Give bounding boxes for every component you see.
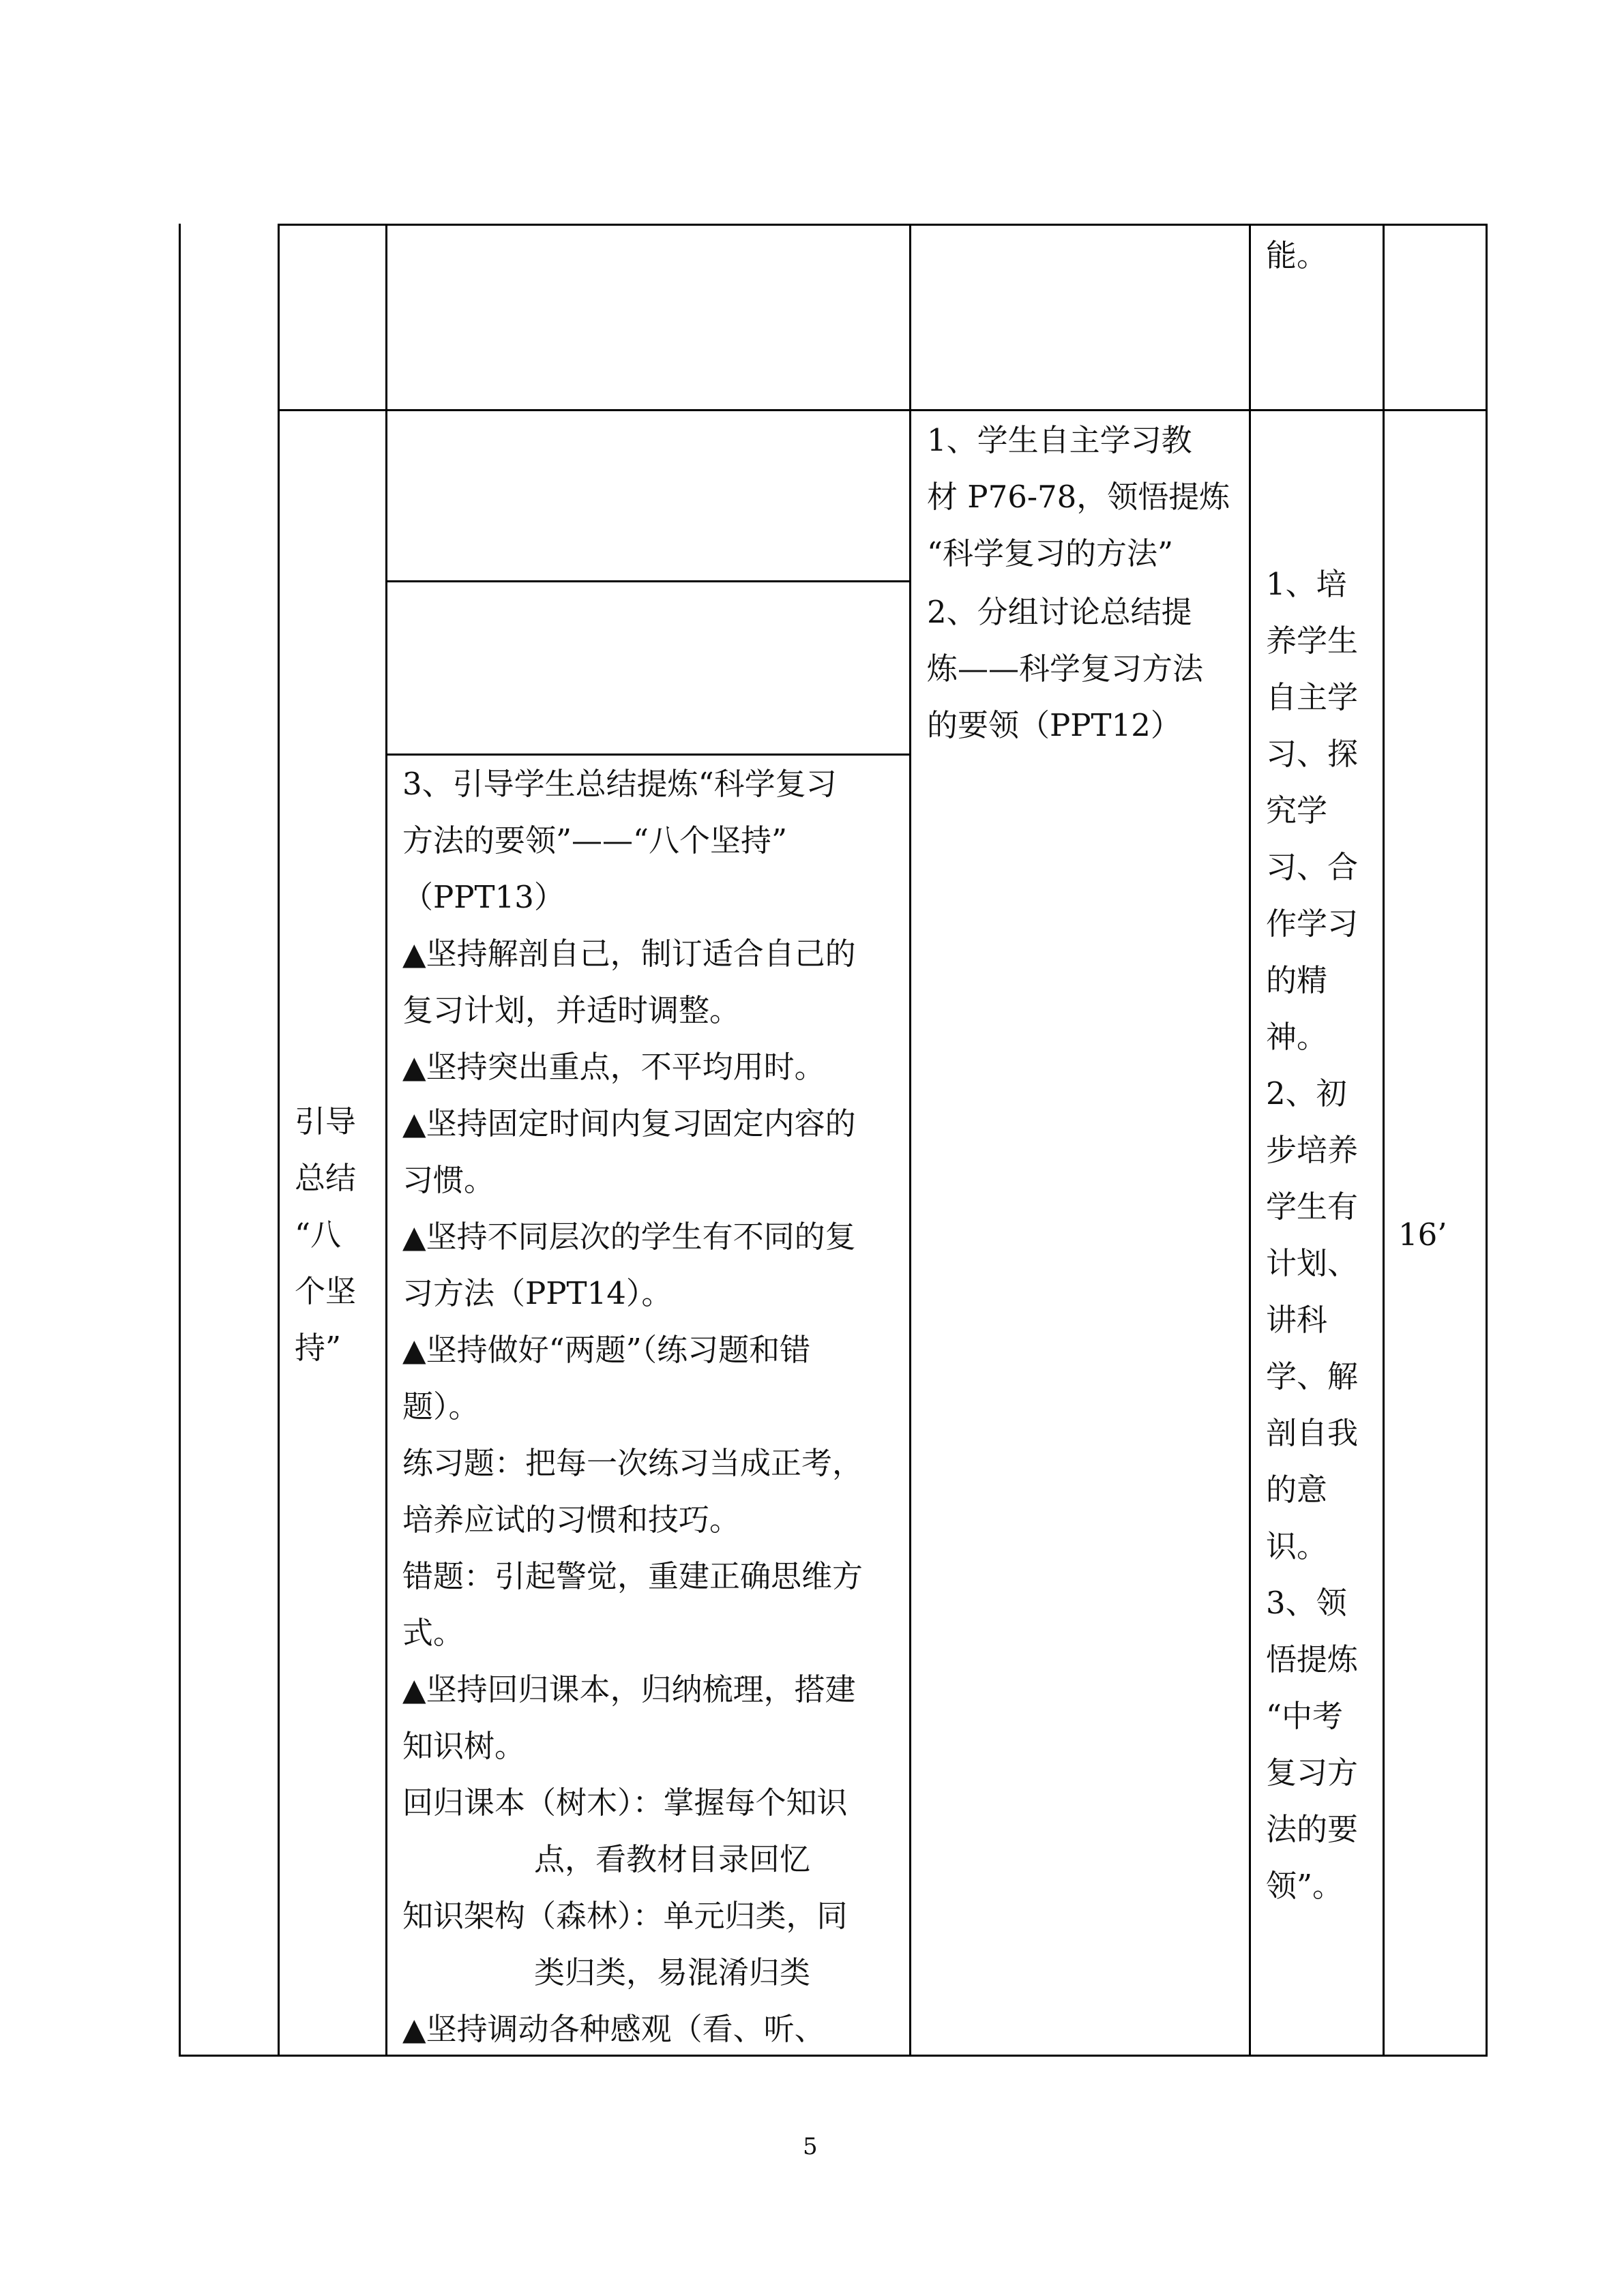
goal-line: 识。: [1266, 1528, 1328, 1564]
stage-label-line: 引导: [295, 1103, 357, 1139]
student-activity-line: “科学复习的方法”: [927, 535, 1174, 571]
table-right-border: [1486, 224, 1488, 2057]
goal-line: 神。: [1266, 1019, 1328, 1055]
page-number: 5: [803, 2133, 818, 2160]
row-sep-1: [278, 409, 1488, 411]
student-activity-line: 材 P76-78，领悟提炼: [927, 479, 1230, 515]
teacher-activity-line: ▲坚持不同层次的学生有不同的复: [402, 1219, 856, 1255]
teacher-activity-line: 错题：引起警觉，重建正确思维方: [402, 1558, 863, 1594]
teacher-activity-line: 复习计划，并适时调整。: [402, 992, 741, 1028]
teacher-activity-line: 类归类，易混淆归类: [534, 1954, 811, 1991]
goal-line: 学、解: [1266, 1358, 1359, 1395]
goal-line: 学生有: [1266, 1189, 1359, 1225]
goal-continuation-text: 能。: [1266, 237, 1328, 273]
col-sep-3: [1249, 224, 1251, 2057]
teacher-activity-line: 题）。: [402, 1388, 479, 1425]
stage-label-line: “八: [295, 1217, 342, 1253]
teacher-activity-line: 习方法（PPT14）。: [402, 1275, 673, 1311]
goal-line: 习、合: [1266, 849, 1359, 885]
teacher-activity-line: 3、引导学生总结提炼“科学复习: [402, 766, 837, 802]
teacher-activity-line: ▲坚持固定时间内复习固定内容的: [402, 1105, 856, 1142]
goal-line: 习、探: [1266, 736, 1359, 772]
teacher-activity-line: 习惯。: [402, 1162, 495, 1198]
teacher-activity-line: 点，看教材目录回忆: [534, 1841, 811, 1877]
goal-line: 计划、: [1266, 1245, 1359, 1281]
goal-line: 1、培: [1266, 566, 1347, 602]
goal-line: 究学: [1266, 792, 1328, 829]
col-sep-4: [1383, 224, 1385, 2057]
teacher-activity-line: ▲坚持解剖自己，制订适合自己的: [402, 936, 856, 972]
outer-left-border: [179, 224, 181, 2057]
table-top-border: [278, 224, 1488, 226]
teacher-activity-line: ▲坚持回归课本，归纳梳理，搭建: [402, 1671, 856, 1708]
teacher-activity-line: 方法的要领”——“八个坚持”: [402, 822, 788, 859]
goal-line: 复习方: [1266, 1755, 1359, 1791]
student-activity-line: 2、分组讨论总结提: [927, 594, 1192, 630]
goal-line: 剖自我: [1266, 1415, 1359, 1451]
goal-line: 悟提炼: [1266, 1641, 1359, 1678]
stage-label-line: 个坚: [295, 1273, 357, 1309]
goal-line: 步培养: [1266, 1132, 1359, 1168]
student-activity-line: 炼——科学复习方法: [927, 651, 1204, 687]
table-bottom-border: [179, 2055, 1488, 2057]
teacher-activity-line: 培养应试的习惯和技巧。: [402, 1502, 741, 1538]
goal-line: 作学习: [1266, 906, 1359, 942]
goal-line: 2、初: [1266, 1075, 1347, 1112]
goal-line: 的意: [1266, 1472, 1328, 1508]
teacher-activity-line: 知识架构（森林）：单元归类，同: [402, 1898, 848, 1934]
student-activity-line: 的要领（PPT12）: [927, 707, 1181, 743]
col-sep-1: [385, 224, 387, 2057]
teacher-activity-line: （PPT13）: [402, 879, 565, 915]
student-activity-line: 1、学生自主学习教: [927, 422, 1192, 458]
goal-line: “中考: [1266, 1698, 1344, 1734]
teacher-activity-line: 式。: [402, 1615, 464, 1651]
teacher-activity-line: ▲坚持突出重点，不平均用时。: [402, 1049, 825, 1085]
stage-label-line: 总结: [295, 1160, 357, 1196]
teacher-activity-line: ▲坚持做好“两题”（练习题和错: [402, 1332, 811, 1368]
goal-line: 自主学: [1266, 679, 1359, 715]
goal-line: 养学生: [1266, 623, 1359, 659]
goal-line: 3、领: [1266, 1585, 1347, 1621]
col-sep-2: [909, 224, 911, 2057]
row-sep-2: [385, 580, 911, 582]
goal-line: 讲科: [1266, 1302, 1328, 1338]
teacher-activity-line: 练习题：把每一次练习当成正考，: [402, 1445, 863, 1481]
time-allocation: 16’: [1398, 1217, 1447, 1253]
table-left-border: [278, 224, 280, 2057]
stage-label-line: 持”: [295, 1330, 342, 1366]
teacher-activity-line: 知识树。: [402, 1728, 526, 1764]
teacher-activity-line: ▲坚持调动各种感观（看、听、: [402, 2011, 825, 2047]
goal-line: 法的要: [1266, 1811, 1359, 1847]
teacher-activity-line: 回归课本（树木）：掌握每个知识: [402, 1785, 848, 1821]
goal-line: 的精: [1266, 962, 1328, 998]
goal-line: 领”。: [1266, 1868, 1344, 1904]
